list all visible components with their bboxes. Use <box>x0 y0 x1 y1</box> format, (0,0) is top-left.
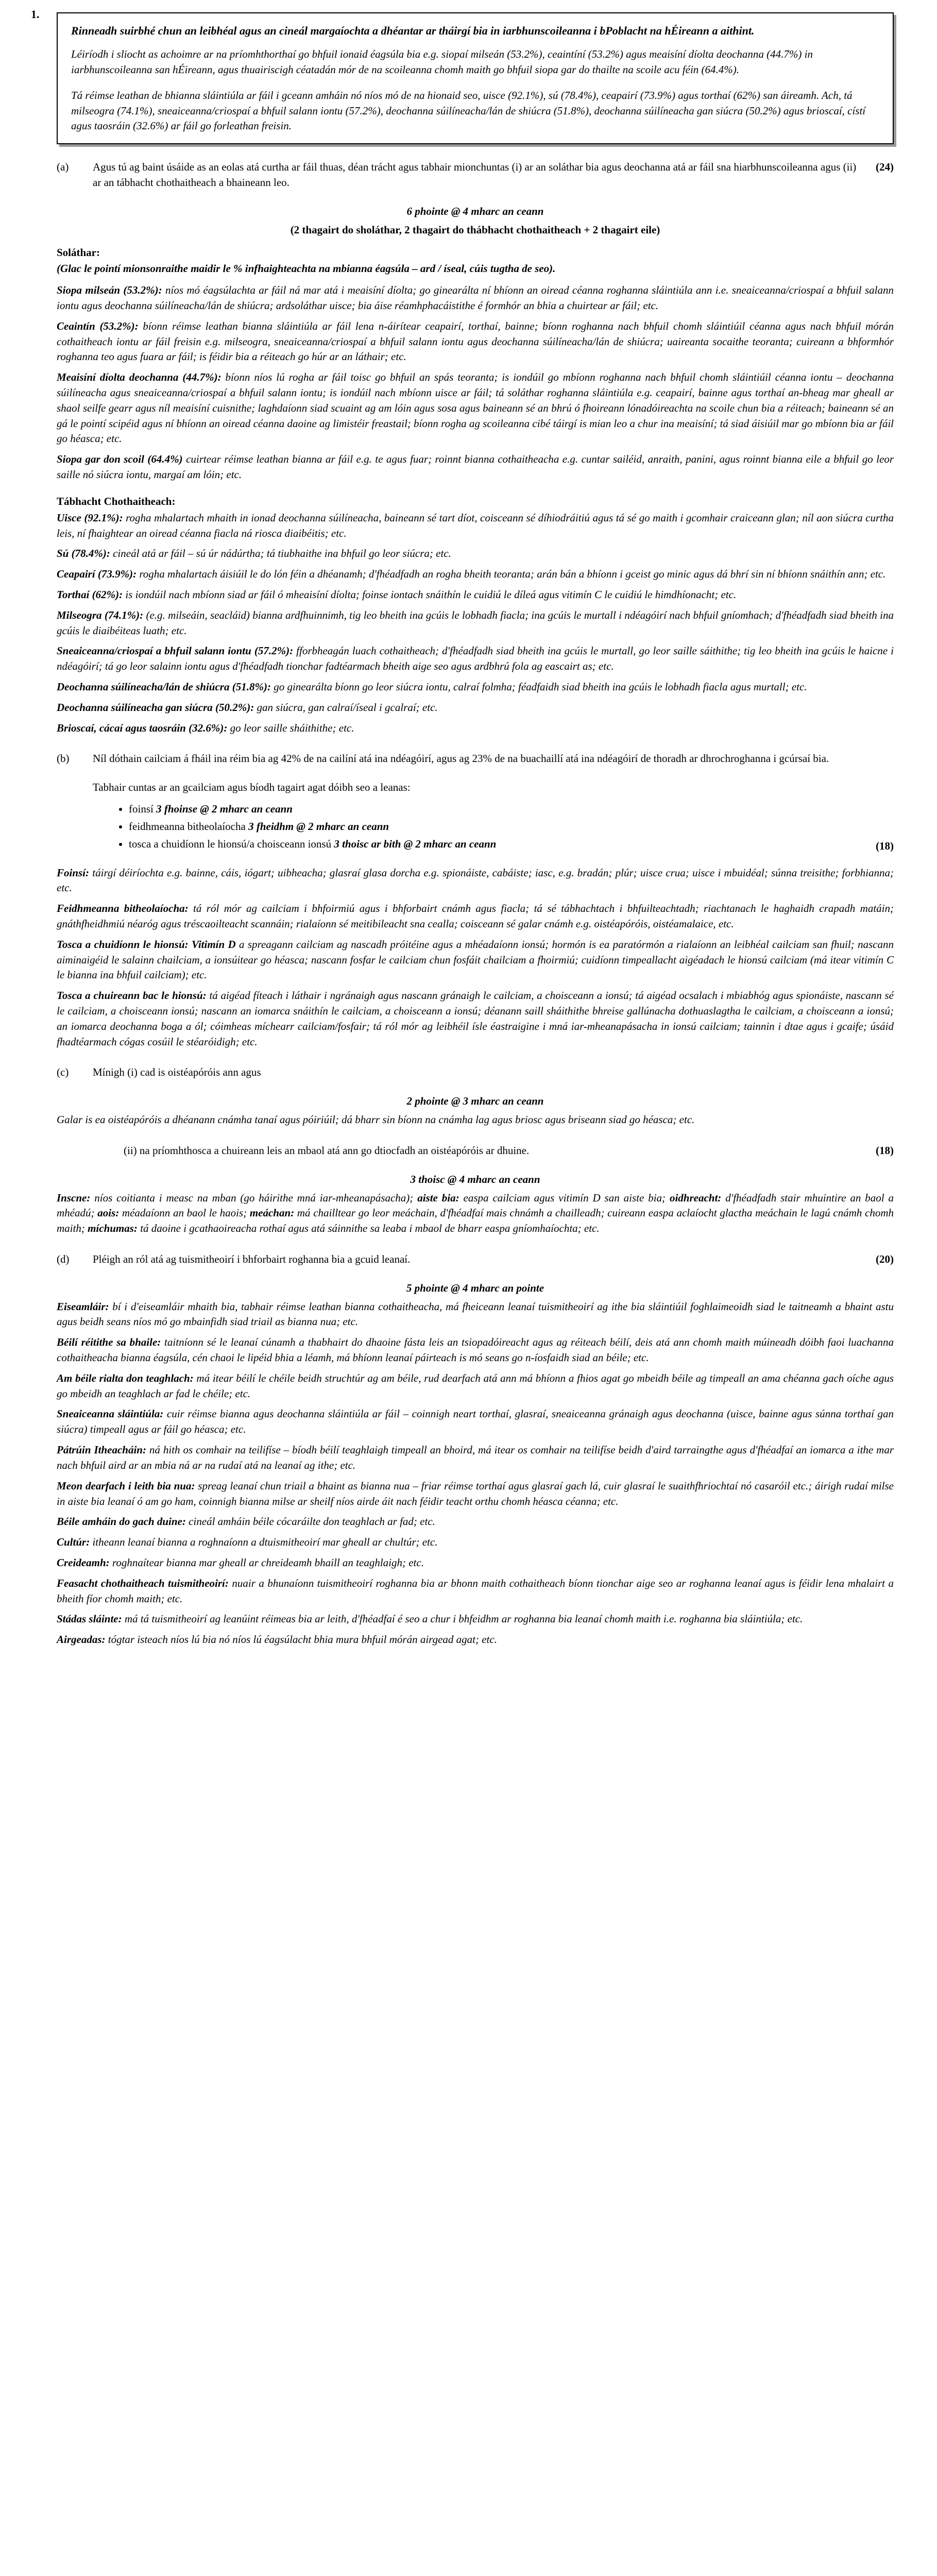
tabhacht-list <box>57 511 894 736</box>
part-d-answer-key: Cultúr: <box>57 1536 90 1549</box>
tabhacht-item-key: Sú (78.4%): <box>57 547 110 560</box>
part-c-text-ii: (ii) na príomhthosca a chuireann leis an mbaol atá ann go dtiocfadh an oistéapóróis ar dhuine. <box>124 1144 530 1157</box>
part-d-answer <box>57 1632 894 1648</box>
part-b-bullet-marks: 3 thoisc ar bith @ 2 mharc an ceann <box>334 837 497 850</box>
part-c-question-ii <box>88 1143 894 1159</box>
solathar-item-text: bíonn níos lú rogha ar fáil toisc go bhfuil an spás teoranta; is iondúil go mbíonn roghanna nach bhfuil chomh sláintiúil céanna iontu – deochanna súilíneacha agus sneaiceanna/criospaí a bhfuil salann iontu; is iondúil nach mbíonn uisce ar fáil; tá soláthar roghanna sláintiúla e.g. ceapairí, bainne agus torthaí an-bheag mar gheall ar shaol seilfe gearr agus níl meaisíní cuisnithe; laghdaíonn siad scuaint ag am lóin agus sosa agus baineann sé an bhrú ó fhoireann lónadóireachta na scoile chun bia a réiteach; baineann sé an gá le pointí scipéid agus ní bhíonn an oiread céanna daoine ag limistéir freastail; bíonn rogha ag scoileanna cibé táirgí is mian leo a chur ina meaisíní; tá siad áisiúil mar go mbíonn bia ar fáil go héasca; etc. <box>57 371 894 445</box>
part-d-answer-text: cuir réimse bianna agus deochanna sláintiúla ar fáil – coinnigh neart torthaí, glasraí, sneaiceanna gránaigh agus deochanna (uisce, bainne agus súnna torthaí gan siúcra) timpeall agus ar fáil go héasca; etc. <box>57 1408 894 1436</box>
solathar-item-text: níos mó éagsúlachta ar fáil ná mar atá i meaisíní díolta; go ginearálta ní bhíonn an oiread céanna roghanna sláintiúla ann i.e. sneaiceanna/criospaí a bhfuil salann iontu agus deochanna súilíneacha/lán de shiúcra; ardsoláthar uisce; bia áise réamhphacáistithe é formhór an bhia a chuirtear ar fáil; etc. <box>57 284 894 312</box>
part-b-marks: (18) <box>876 839 894 852</box>
tabhacht-item-key: Uisce (92.1%): <box>57 511 123 524</box>
risk-factor-text: má chailltear go leor meáchain, d'fhéadfaí mais chnámh a chailleadh; cuireann easpa aclaíocht glactha meáchain le lagú cnámh chomh maith; <box>57 1207 894 1235</box>
solathar-item-text: bíonn réimse leathan bianna sláintiúla ar fáil lena n-áirítear ceapairí, torthaí, bainne; bíonn roghanna nach bhfuil chomh sláintiúil céanna agus nach bhfuil mórán cothaitheach iontu ar fáil freisin e.g. milseogra, sneaiceanna/criospaí a bhfuil salann iontu agus deochanna súilíneacha/lán de shiúcra; uaireanta socaithe teoranta; cuireann a bhformhór roghanna teo agus fuara ar fáil; is féidir bia a réiteach go húr ar an láthair; etc. <box>57 319 894 363</box>
solathar-list <box>57 283 894 483</box>
part-d-answer-text: má itear béilí le chéile beidh struchtúr ag am béile, rud dearfach atá ann má bhíonn a fhios agat go mbeidh béile ag timpeall an ama chéanna gach oíche agus go mbeidh an teaghlach ar fad le chéile; etc. <box>57 1371 894 1400</box>
part-b-label: (b) <box>57 752 70 765</box>
tabhacht-item-key: Sneaiceanna/criospaí a bhfuil salann iontu (57.2%): <box>57 645 294 657</box>
part-d-answer-key: Meon dearfach i leith bia nua: <box>57 1479 195 1492</box>
part-c-marks: (18) <box>876 1144 894 1157</box>
risk-factor-key: aiste bia: <box>417 1191 459 1204</box>
risk-factor-text: níos coitianta i measc na mban (go háirithe mná iar-mheanapásacha); <box>90 1191 418 1204</box>
risk-factor-key: meáchan: <box>249 1207 295 1219</box>
part-d-question <box>57 1252 894 1267</box>
part-d-answer-text: nuair a bhunaíonn tuismitheoirí roghanna bia ar bhonn maith cothaitheach bíonn tionchar aige seo ar roghanna leanaí agus is féidir lena mhalairt a bheith fíor chomh maith; etc. <box>57 1577 894 1605</box>
part-d-answer-text: ná hith os comhair na teilifíse – bíodh béilí teaghlaigh timpeall an bhoird, má itear os comhair na teilifíse beidh d'aird tarraingthe agus d'fhéadfaí an iomarca a ithe mar nach bhfuil aird ar an mbia ná ar na rudaí atá na leanaí ag ithe; etc. <box>57 1444 894 1471</box>
part-d-answer-text: tógtar isteach níos lú bia nó níos lú éagsúlacht bhia mura bhfuil mórán airgead agat; etc. <box>105 1633 497 1646</box>
question-number: 1. <box>31 8 40 21</box>
tabhacht-item-key: Brioscaí, cácaí agus taosráin (32.6%): <box>57 721 228 734</box>
part-d-answer-key: Creideamh: <box>57 1556 110 1569</box>
part-c-label: (c) <box>57 1066 69 1079</box>
tabhacht-item-key: Torthaí (62%): <box>57 588 123 601</box>
part-b-answer-key: Foinsí: <box>57 866 90 879</box>
tabhacht-item <box>57 700 894 716</box>
tabhacht-item-text: fforbheagán luach cothaitheach; d'fhéadfadh siad bheith ina gcúis le murtall, go leor saille sáithithe; tig leo bheith ina gcúis le haicne i ndéagóirí; tá go leor salainn iontu agus d'fhéadfadh tionchar fadtéarmach bheith aige seo agus ardbhrú fola ag eascairt as; etc. <box>57 645 894 673</box>
part-d-answers <box>57 1299 894 1648</box>
risk-factor-key: Inscne: <box>57 1191 91 1204</box>
part-d-answer-key: Stádas sláinte: <box>57 1613 122 1625</box>
tabhacht-item-text: rogha mhalartach mhaith in ionad deochanna súilíneacha, baineann sé tart díot, coisceann sé díhiodráitiú agus tá sé go maith i gcomhair craiceann glan; níl aon siúcra curtha leis, ní fhaightear an oiread céanna fiacla ná riosca diaibéitis; etc. <box>57 511 894 539</box>
part-a-question <box>57 160 894 191</box>
part-b-answer <box>57 901 894 932</box>
info-box-heading: Rinneadh suirbhé chun an leibhéal agus an cineál margaíochta a dhéantar ar tháirgí bia in iarbhunscoileanna i bPoblacht na hÉireann a aithint. <box>71 24 755 37</box>
solathar-item <box>57 283 894 314</box>
part-d-answer-text: cineál amháin béile cócaráilte don teaghlach ar fad; etc. <box>185 1515 435 1528</box>
part-b-text: Níl dóthain cailciam á fháil ina réim bia ag 42% de na cailíní atá ina ndéagóirí, agus ag 23% de na buachaillí atá ina ndéagóirí de thoradh ar dhrochroghanna i gcúrsaí bia. <box>93 752 829 765</box>
solathar-item-key: Siopa gar don scoil (64.4%) <box>57 453 183 466</box>
tabhacht-item <box>57 567 894 582</box>
part-d-answer-key: Eiseamláir: <box>57 1300 109 1313</box>
tabhacht-item-key: Milseogra (74.1%): <box>57 608 144 621</box>
info-box-paragraph-1: Léiríodh i sliocht as achoimre ar na príomhthorthaí go bhfuil ionaid éagsúla bia e.g. siopaí milseán (53.2%), ceaintíní (53.2%) agus meaisíní díolta deochanna (44.7%) in iarbhunscoileanna san hÉireann, agus thuairiscigh céatadán mór de na scoileanna chomh maith go bhfuil siopa gar do thailte na scoile acu féin (64.4%). <box>71 48 813 76</box>
tabhacht-item-key: Deochanna súilíneacha/lán de shiúcra (51.8%): <box>57 681 271 693</box>
part-b-bullet-marks: 3 fheidhm @ 2 mharc an ceann <box>248 820 389 833</box>
info-box <box>57 12 894 144</box>
part-d-answer-text: itheann leanaí bianna a roghnaíonn a dtuismitheoirí mar gheall ar chultúr; etc. <box>90 1536 438 1549</box>
tabhacht-item-key: Ceapairí (73.9%): <box>57 568 137 581</box>
tabhacht-item-text: go ginearálta bíonn go leor siúcra iontu, calraí folmha; féadfaidh siad bheith ina gcúis le lobhadh fiacla agus murtall; etc. <box>270 681 807 693</box>
part-a-label: (a) <box>57 161 69 174</box>
part-d-answer-key: Sneaiceanna sláintiúla: <box>57 1408 164 1420</box>
part-d-text: Pléigh an ról atá ag tuismitheoirí i bhforbairt roghanna bia a gcuid leanaí. <box>93 1252 411 1265</box>
risk-factor-text: d'fhéadfadh stair mhuintire an baol a mhéadú; <box>57 1191 894 1219</box>
part-d-answer-key: Feasacht chothaitheach tuismitheoirí: <box>57 1577 229 1589</box>
part-b-answer <box>57 866 894 896</box>
part-d-answer <box>57 1406 894 1437</box>
part-b-answer-key: Tosca a chuidíonn le hionsú: Vitimín D <box>57 938 236 951</box>
part-d-answer <box>57 1371 894 1402</box>
part-b-answer-text: táirgí déiríochta e.g. bainne, cáis, iógart; uibheacha; glasraí glasa dorcha e.g. spionáiste, cabáiste; iasc, e.g. bradán; plúr; uisce crua; uisce i mbuidéal; súnna treisithe; forbhianna; etc. <box>57 866 894 894</box>
part-d-marks: (20) <box>876 1252 894 1265</box>
part-b-answer-text: tá ról mór ag cailciam i bhfoirmiú agus i bhforbairt cnámh agus fiacla; tá sé tábhachtach i bhfuilteachtadh; riachtanach le haghaidh crapadh matáin; gnáthfheidhmiú néaróg agus tréscaoilteacht scannáin; rialaíonn sé meitibileacht sna cealla; coisceann sé galar cnámh e.g. oistéapóróis, oistéamalaice, etc. <box>57 902 894 930</box>
part-c-text-i: Mínigh (i) cad is oistéapóróis ann agus <box>93 1066 261 1079</box>
tabhacht-item-text: cineál atá ar fáil – sú úr nádúrtha; tá tiubhaithe ina bhfuil go leor siúcra; etc. <box>110 547 451 560</box>
part-a-marking-line-2: (2 thagairt do sholáthar, 2 thagairt do thábhacht chothaitheach + 2 thagairt eile) <box>290 223 660 236</box>
part-d-label: (d) <box>57 1252 70 1265</box>
part-a-text: Agus tú ag baint úsáide as an eolas atá curtha ar fáil thuas, déan trácht agus tabhair mionchuntas (i) ar an soláthar bia agus deochanna atá ar fáil sna hiarbhunscoileanna agus (ii) ar an tábhacht chothaitheach a bhaineann leo. <box>93 161 857 189</box>
risk-factor-text: easpa cailciam agus vitimín D san aiste bia; <box>459 1191 670 1204</box>
tabhacht-item <box>57 587 894 603</box>
part-b-bullet-text: tosca a chuidíonn le hionsú/a choisceann ionsú <box>129 837 334 850</box>
part-d-answer <box>57 1335 894 1366</box>
risk-factor-key: aois: <box>97 1207 120 1219</box>
tabhacht-title: Tábhacht Chothaitheach: <box>57 495 176 507</box>
tabhacht-item-text: gan siúcra, gan calraí/íseal i gcalraí; etc. <box>254 701 438 714</box>
part-d-answer <box>57 1612 894 1627</box>
part-b-answer-text: tá aigéad fíteach i láthair i ngránaigh agus nascann gránaigh le cailciam, a choisceann a ionsú; tá aigéad ocsalach i mbiabhóg agus spionáiste, nascann sé le cailciam, a choisceann ionsú; nascann an iomarca snáithín le cailciam, a choisceann a ionsú; déanann saill sháithithe bhreise gallúnacha dothuaslagtha le cailciam, a choisceann a ionsú; an iomarca deochanna boga a ól; cóimheas míchearr cailciam/fosfair; tá ról mór ag leibhéil ísle éastraigine i mná iar-mheanapásacha in ionsú cailciam; tainnin i dtae agus i gcaife; úsáid fhadtéarmach cógas cosúil le stéaróidigh; etc. <box>57 989 894 1048</box>
part-d-answer-key: Béilí réitithe sa bhaile: <box>57 1336 161 1349</box>
part-d-answer-text: roghnaítear bianna mar gheall ar chreideamh bhaill an teaghlaigh; etc. <box>109 1556 424 1569</box>
part-d-answer-text: spreag leanaí chun triail a bhaint as bianna nua – friar réimse torthaí agus glasraí gach lá, cuir glasraí le suaithfhriochtaí nó casaróil etc.; áirigh rudaí milse in aiste bia leanaí ó am go ham, coinnigh bianna milse ar sheilf níos airde áit nach féidir teacht orthu chomh héasca céanna; etc. <box>57 1479 894 1507</box>
part-b-answer-text: a spreagann cailciam ag nascadh próitéine agus a mhéadaíonn ionsú; hormón is ea paratórmón a rialaíonn an leibhéal cailciam san fhuil; nascann aiminaigéid le salainn chailciam, a ionsúitear go héasca; nascann fosfar le cailciam chun fosfáit chailciam a fhoirmiú; cuidíonn timpeallacht aigéadach le hionsú cailciam (má itear vitimín C le bianna ina bhfuil cailciam); etc. <box>57 938 894 981</box>
content-column <box>57 0 894 1653</box>
part-d-marking: 5 phointe @ 4 mharc an pointe <box>406 1281 544 1294</box>
part-c-marking-ii: 3 thoisc @ 4 mharc an ceann <box>410 1173 540 1185</box>
solathar-item <box>57 370 894 447</box>
part-b-bullet-marks: 3 fhoinse @ 2 mharc an ceann <box>156 803 293 816</box>
part-d-answer-text: taitníonn sé le leanaí cúnamh a thabhairt do dhaoine fásta leis an tsiopadóireacht agus ag réiteach béilí, deis atá ann chomh maith múineadh dóibh faoi luachanna cothaitheacha bianna éagsúla, cén chaoi le lipéid bhia a léamh, má bhíonn leanaí páirteach is mó seans go n-íosfaidh siad an béile; etc. <box>57 1336 894 1364</box>
part-b-bullet <box>129 819 858 835</box>
solathar-item-text: cuirtear réimse leathan bianna ar fáil e.g. te agus fuar; roinnt bianna cothaitheacha e.g. cuntar sailéid, anraith, panini, agus roinnt bianna eile a bhfuil go leor saille nó siúcra iontu, margaí am lóin; etc. <box>57 453 894 481</box>
part-b-bullet-text: foinsí <box>129 803 157 816</box>
part-b-answer-key: Tosca a chuireann bac le hionsú: <box>57 989 207 1002</box>
part-d-answer-key: Am béile rialta don teaghlach: <box>57 1371 194 1384</box>
solathar-item-key: Meaisíní díolta deochanna (44.7%): <box>57 371 222 384</box>
part-b-bullet-text: feidhmeanna bitheolaíocha <box>129 820 249 833</box>
part-d-answer-key: Pátrúin Itheacháin: <box>57 1444 146 1456</box>
part-d-answer <box>57 1576 894 1607</box>
part-d-answer <box>57 1443 894 1473</box>
tabhacht-item <box>57 680 894 695</box>
part-b-answers <box>57 866 894 1050</box>
part-b-bullet <box>129 837 858 852</box>
tabhacht-item <box>57 511 894 541</box>
solathar-item-key: Ceaintín (53.2%): <box>57 319 139 332</box>
part-b-intro: Tabhair cuntas ar an gcailciam agus bíodh tagairt agat dóibh seo a leanas: <box>93 781 411 794</box>
solathar-item <box>57 319 894 365</box>
part-b-answer <box>57 988 894 1049</box>
risk-factor-text: méadaíonn an baol le haois; <box>119 1207 250 1219</box>
part-d-answer-key: Airgeadas: <box>57 1633 106 1646</box>
tabhacht-item-key: Deochanna súilíneacha gan siúcra (50.2%): <box>57 701 254 714</box>
part-c-answer-i: Galar is ea oistéapóróis a dhéanann cnámha tanaí agus póiriúil; dá bharr sin bíonn na cnámha lag agus briosc agus briseann siad go héasca; etc. <box>57 1113 695 1126</box>
risk-factor-key: míchumas: <box>88 1222 138 1235</box>
part-d-answer-text: bí i d'eiseamláir mhaith bia, tabhair réimse leathan bianna cothaitheacha, má fheiceann leanaí tuismitheoirí ag ithe bia sláintiúil foghlaimeoidh siad le taitneamh a bhaint astu agus beidh seans níos mó go mbainfidh siad triail as bianna nua; etc. <box>57 1300 894 1328</box>
tabhacht-item <box>57 643 894 674</box>
part-b-bullets <box>57 800 858 854</box>
part-c-marking-i: 2 phointe @ 3 mharc an ceann <box>406 1095 544 1108</box>
part-b-answer-key: Feidhmeanna bitheolaíocha: <box>57 902 189 915</box>
risk-factor-text: tá daoine i gcathaoireacha rothaí agus atá sáinnithe sa leaba i mbaol de bharr easpa gníomhaíochta; etc. <box>137 1222 600 1235</box>
part-d-answer <box>57 1535 894 1550</box>
part-b-answer <box>57 937 894 983</box>
solathar-item-key: Siopa milseán (53.2%): <box>57 284 162 297</box>
tabhacht-item <box>57 546 894 562</box>
solathar-item <box>57 452 894 483</box>
part-d-answer <box>57 1555 894 1571</box>
solathar-note: (Glac le pointí mionsonraithe maidir le % infhaighteachta na mbianna éagsúla – ard / íseal, cúis tugtha de seo). <box>57 262 556 275</box>
tabhacht-item-text: is iondúil nach mbíonn siad ar fáil ó mheaisíní díolta; foinse iontach snáithín le cuidiú le díleá agus vitimín C le cuidiú le himdhíonacht; etc. <box>123 588 737 601</box>
solathar-title: Soláthar: <box>57 246 100 259</box>
part-d-answer-key: Béile amháin do gach duine: <box>57 1515 186 1528</box>
part-b-bullet <box>129 802 858 817</box>
tabhacht-item <box>57 608 894 639</box>
risk-factor-key: oidhreacht: <box>669 1191 722 1204</box>
tabhacht-item-text: rogha mhalartach áisiúil le do lón féin a dhéanamh; d'fhéadfadh an rogha bheith teoranta; arán bán a bhíonn i gceist go minic agus dá bhrí sin ní bhíonn snáithín ann; etc. <box>137 568 886 581</box>
part-d-answer <box>57 1479 894 1510</box>
part-c-answers-ii <box>57 1191 894 1236</box>
part-a-marking-line-1: 6 phointe @ 4 mharc an ceann <box>406 205 544 217</box>
tabhacht-item <box>57 721 894 736</box>
tabhacht-item-text: go leor saille sháithithe; etc. <box>227 721 354 734</box>
info-box-paragraph-2: Tá réimse leathan de bhianna sláintiúla ar fáil i gceann amháin nó níos mó de na hionaid seo, uisce (92.1%), sú (78.4%), ceapairí (73.9%) agus torthaí (62%) san áireamh. Ach, tá milseogra (74.1%), sneaiceanna/criospaí a bhfuil salann iontu (57.2%), deochanna súilíneacha/lán de shiúcra (51.8%), deochanna súilíneacha gan siúcra (50.2%) agus brioscaí, cístí agus taosráin (32.6%) ar fáil go forleathan freisin. <box>71 89 866 132</box>
part-b-question <box>57 751 894 767</box>
part-a-marks: (24) <box>876 161 894 174</box>
part-d-answer <box>57 1299 894 1330</box>
part-d-answer-text: má tá tuismitheoirí ag leanúint réimeas bia ar leith, d'fhéadfaí é seo a chur i bhfeidhm ar roghanna bia leanaí chomh maith i.e. roghanna bia sláintiúla; etc. <box>122 1613 803 1625</box>
part-d-answer <box>57 1514 894 1530</box>
tabhacht-item-text: (e.g. milseáin, seacláid) bianna ardfhuinnimh, tig leo bheith ina gcúis le lobhadh fiacla; ina gcúis le murtall i ndéagóirí nach bhfuil gníomhach; d'fhéadfadh siad bheith ina gcúis le diaibéiteas luath; etc. <box>57 608 894 637</box>
part-c-question <box>57 1065 894 1080</box>
